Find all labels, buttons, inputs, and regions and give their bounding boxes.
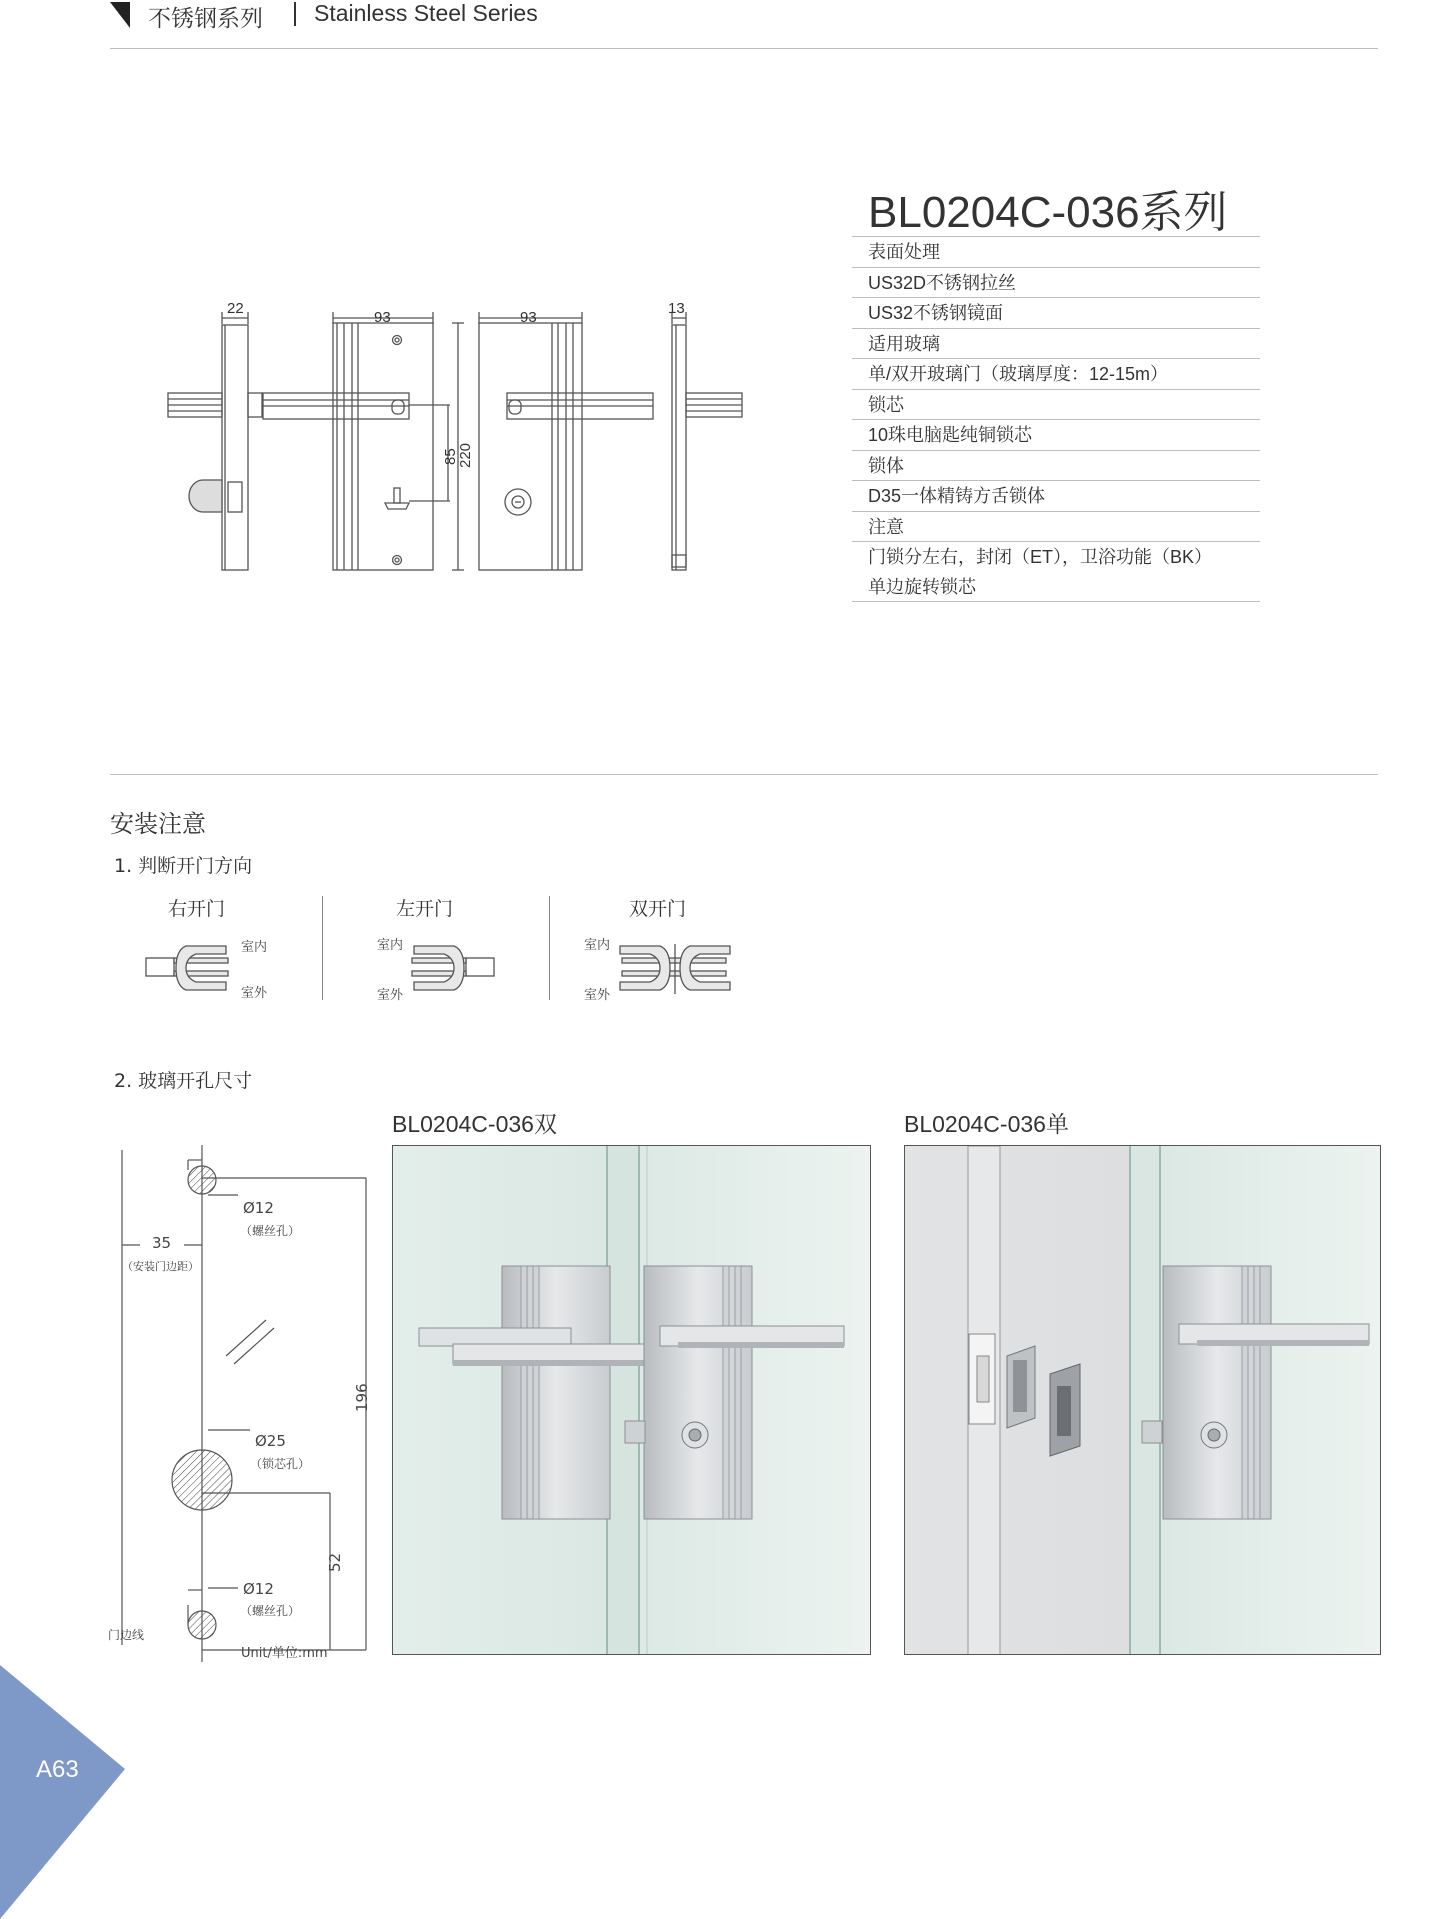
page-number: A63 (36, 1756, 79, 1783)
spec-row: 锁体 (852, 450, 1260, 481)
dim-196-label: 196 (353, 1383, 371, 1412)
screw-hole-bottom-label: （螺丝孔） (240, 1604, 301, 1618)
double-door-illustration (393, 1146, 871, 1655)
spec-table (852, 236, 1260, 602)
edge-distance-label: （安装门边距） (122, 1260, 199, 1273)
indoor-label: 室内 (584, 938, 611, 953)
core-hole-label: （锁芯孔） (250, 1457, 311, 1471)
dim-52-label: 52 (326, 1552, 344, 1572)
outdoor-label: 室外 (377, 988, 404, 1003)
spec-row: 锁芯 (852, 389, 1260, 420)
d12-top-label: Ø12 (243, 1199, 274, 1217)
header-series-cn: 不锈钢系列 (148, 6, 263, 32)
header-series-en: Stainless Steel Series (314, 0, 538, 26)
photo-double-door (392, 1145, 871, 1655)
section-rule (110, 774, 1378, 775)
door-edge-label: 门边线 (108, 1628, 145, 1642)
dim-93b-label: 93 (520, 309, 537, 326)
spec-row: 单/双开玻璃门（玻璃厚度：12-15m） (852, 358, 1260, 389)
dim-22-label: 22 (227, 300, 244, 317)
dir-double-label: 双开门 (629, 898, 687, 920)
unit-label: Unit/单位:mm (241, 1646, 328, 1661)
dim-85-label: 85 (442, 448, 459, 465)
spec-row: US32不锈钢镜面 (852, 297, 1260, 328)
outdoor-label: 室外 (584, 988, 611, 1003)
glass-hole-diagram (105, 1140, 375, 1670)
spec-row: 门锁分左右，封闭（ET），卫浴功能（BK） (852, 541, 1260, 572)
spec-row: 单边旋转锁芯 (852, 572, 1260, 603)
spec-row: 表面处理 (852, 236, 1260, 267)
d12-bottom-label: Ø12 (243, 1580, 274, 1598)
spec-row: US32D不锈钢拉丝 (852, 267, 1260, 298)
screw-hole-top-label: （螺丝孔） (240, 1224, 301, 1238)
door-direction-diagrams (140, 930, 740, 1005)
indoor-label: 室内 (377, 938, 404, 953)
step2-label: 2. 玻璃开孔尺寸 (114, 1070, 253, 1092)
d25-label: Ø25 (255, 1432, 286, 1450)
header-triangle-icon (110, 2, 130, 28)
spec-row: D35一体精铸方舌锁体 (852, 480, 1260, 511)
page-corner-tab (0, 1665, 130, 1919)
spec-row: 注意 (852, 511, 1260, 542)
header-rule (110, 48, 1378, 49)
single-door-illustration (905, 1146, 1381, 1655)
photo-single-title: BL0204C-036单 (904, 1111, 1069, 1137)
header-separator (294, 2, 296, 26)
dim-220-label: 220 (457, 442, 474, 468)
photo-single-door (904, 1145, 1381, 1655)
outdoor-label: 室外 (241, 986, 268, 1001)
spec-row: 适用玻璃 (852, 328, 1260, 359)
step1-label: 1. 判断开门方向 (114, 855, 253, 877)
dir-left-label: 左开门 (396, 898, 454, 920)
dir-right-label: 右开门 (168, 898, 226, 920)
product-technical-drawing (160, 290, 760, 580)
dim-35-label: 35 (152, 1234, 172, 1252)
product-title: BL0204C-036系列 (868, 188, 1228, 237)
indoor-label: 室内 (241, 940, 268, 955)
install-title: 安装注意 (110, 810, 206, 838)
dim-13-label: 13 (668, 300, 685, 317)
dim-93a-label: 93 (374, 309, 391, 326)
photo-double-title: BL0204C-036双 (392, 1111, 557, 1137)
spec-row: 10珠电脑匙纯铜锁芯 (852, 419, 1260, 450)
